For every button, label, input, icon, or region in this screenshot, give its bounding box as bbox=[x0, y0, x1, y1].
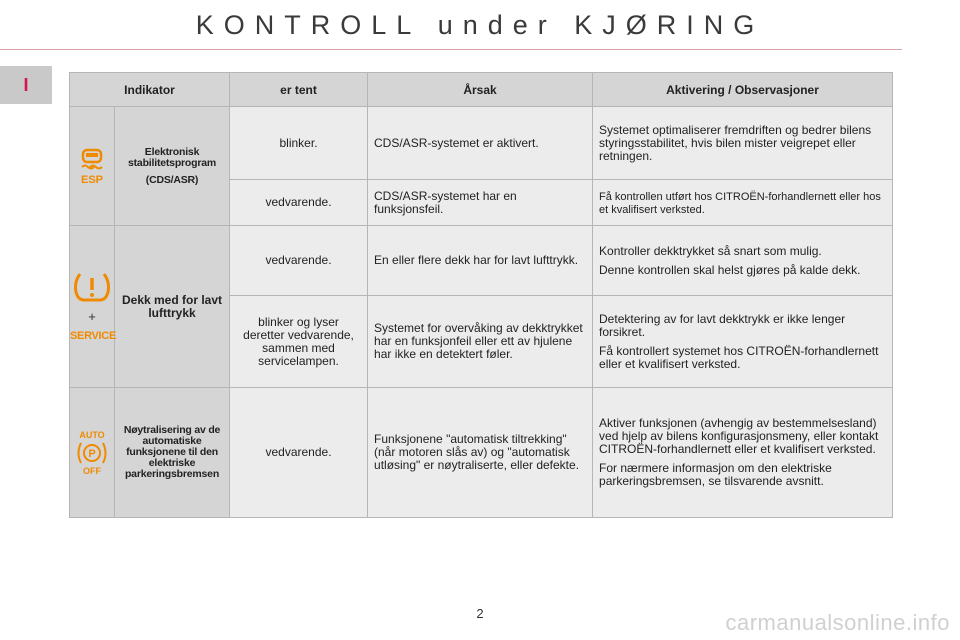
page-title: KONTROLL under KJØRING bbox=[195, 10, 765, 40]
tyre-icon-cell bbox=[70, 226, 115, 388]
cause-cell: CDS/ASR-systemet har en funksjonsfeil. bbox=[368, 180, 593, 226]
tyre-name-cell: Dekk med for lavt lufttrykk bbox=[115, 226, 230, 388]
status-cell: blinker og lyser deretter vedvarende, sammen med servicelampen. bbox=[230, 296, 368, 388]
esp-icon-label: ESP bbox=[80, 174, 104, 186]
esp-icon-cell bbox=[70, 107, 115, 226]
table-row bbox=[70, 226, 893, 296]
header-aktivering: Aktivering / Observasjoner bbox=[593, 73, 893, 107]
plus-sign: + bbox=[88, 309, 96, 324]
obs-text: Få kontrollert systemet hos CITROËN-forhandlernett eller et kvalifisert verksted. bbox=[599, 343, 879, 371]
esp-name: Elektronisk stabilitetsprogram bbox=[128, 145, 217, 169]
obs-text: Kontroller dekktrykket så snart som mulig. bbox=[599, 243, 822, 258]
indicator-table bbox=[69, 72, 893, 518]
obs-cell bbox=[593, 180, 893, 226]
cause-cell: CDS/ASR-systemet er aktivert. bbox=[368, 107, 593, 180]
cause-cell: En eller flere dekk har for lavt lufttrykk. bbox=[368, 226, 593, 296]
obs-text: Aktiver funksjonen (avhengig av bestemmelsesland) ved hjelp av bilens konfigurasjonsmeny, eller kontakt CITROËN-forhandlernett eller et kvalifisert verksted. bbox=[599, 416, 879, 456]
esp-name-cell bbox=[115, 107, 230, 226]
service-icon: SERVICE bbox=[70, 330, 116, 342]
park-name-cell: Nøytralisering av de automatiske funksjonene til den elektriske parkeringsbremsen bbox=[115, 388, 230, 518]
parking-brake-auto-off-icon bbox=[74, 429, 110, 477]
obs-cell bbox=[593, 388, 893, 518]
header-er-tent: er tent bbox=[230, 73, 368, 107]
cause-cell: Funksjonene "automatisk tiltrekking" (når motoren slås av) og "automatisk utløsing" er nøytraliserte, eller defekte. bbox=[368, 388, 593, 518]
park-icon-top: AUTO bbox=[79, 429, 105, 440]
table-header-row bbox=[70, 73, 893, 107]
status-cell: vedvarende. bbox=[230, 388, 368, 518]
table-row bbox=[70, 107, 893, 180]
watermark: carmanualsonline.info bbox=[725, 610, 950, 635]
obs-text: Detektering av for lavt dekktrykk er ikke lenger forsikret. bbox=[599, 311, 846, 339]
park-icon-bottom: OFF bbox=[83, 465, 101, 476]
header-arsak: Årsak bbox=[368, 73, 593, 107]
status-cell: vedvarende. bbox=[230, 226, 368, 296]
obs-cell bbox=[593, 226, 893, 296]
esp-skid-icon bbox=[77, 146, 107, 186]
obs-cell bbox=[593, 296, 893, 388]
tyre-pressure-icon bbox=[72, 270, 112, 304]
obs-cell: Systemet optimaliserer fremdriften og bedrer bilens styringsstabilitet, hvis bilen mister veigrepet eller retningen. bbox=[593, 107, 893, 180]
header-indikator: Indikator bbox=[70, 73, 230, 107]
status-cell: vedvarende. bbox=[230, 180, 368, 226]
park-icon-cell bbox=[70, 388, 115, 518]
park-icon-mid: P bbox=[88, 447, 96, 460]
esp-name-sub: (CDS/ASR) bbox=[145, 173, 199, 186]
status-cell: blinker. bbox=[230, 107, 368, 180]
title-rule bbox=[0, 49, 902, 50]
page-number: 2 bbox=[476, 606, 484, 621]
cause-cell: Systemet for overvåking av dekktrykket har en funksjonfeil eller ett av hjulene har ikke en detektert føler. bbox=[368, 296, 593, 388]
obs-text: Denne kontrollen skal helst gjøres på kalde dekk. bbox=[599, 262, 861, 277]
obs-text: Få kontrollen utført hos CITROËN-forhandlernett eller hos et kvalifisert verksted. bbox=[599, 190, 881, 216]
obs-text: For nærmere informasjon om den elektriske parkeringsbremsen, se tilsvarende avsnitt. bbox=[599, 461, 832, 488]
table-row bbox=[70, 388, 893, 518]
chapter-tab[interactable]: I bbox=[0, 66, 52, 104]
